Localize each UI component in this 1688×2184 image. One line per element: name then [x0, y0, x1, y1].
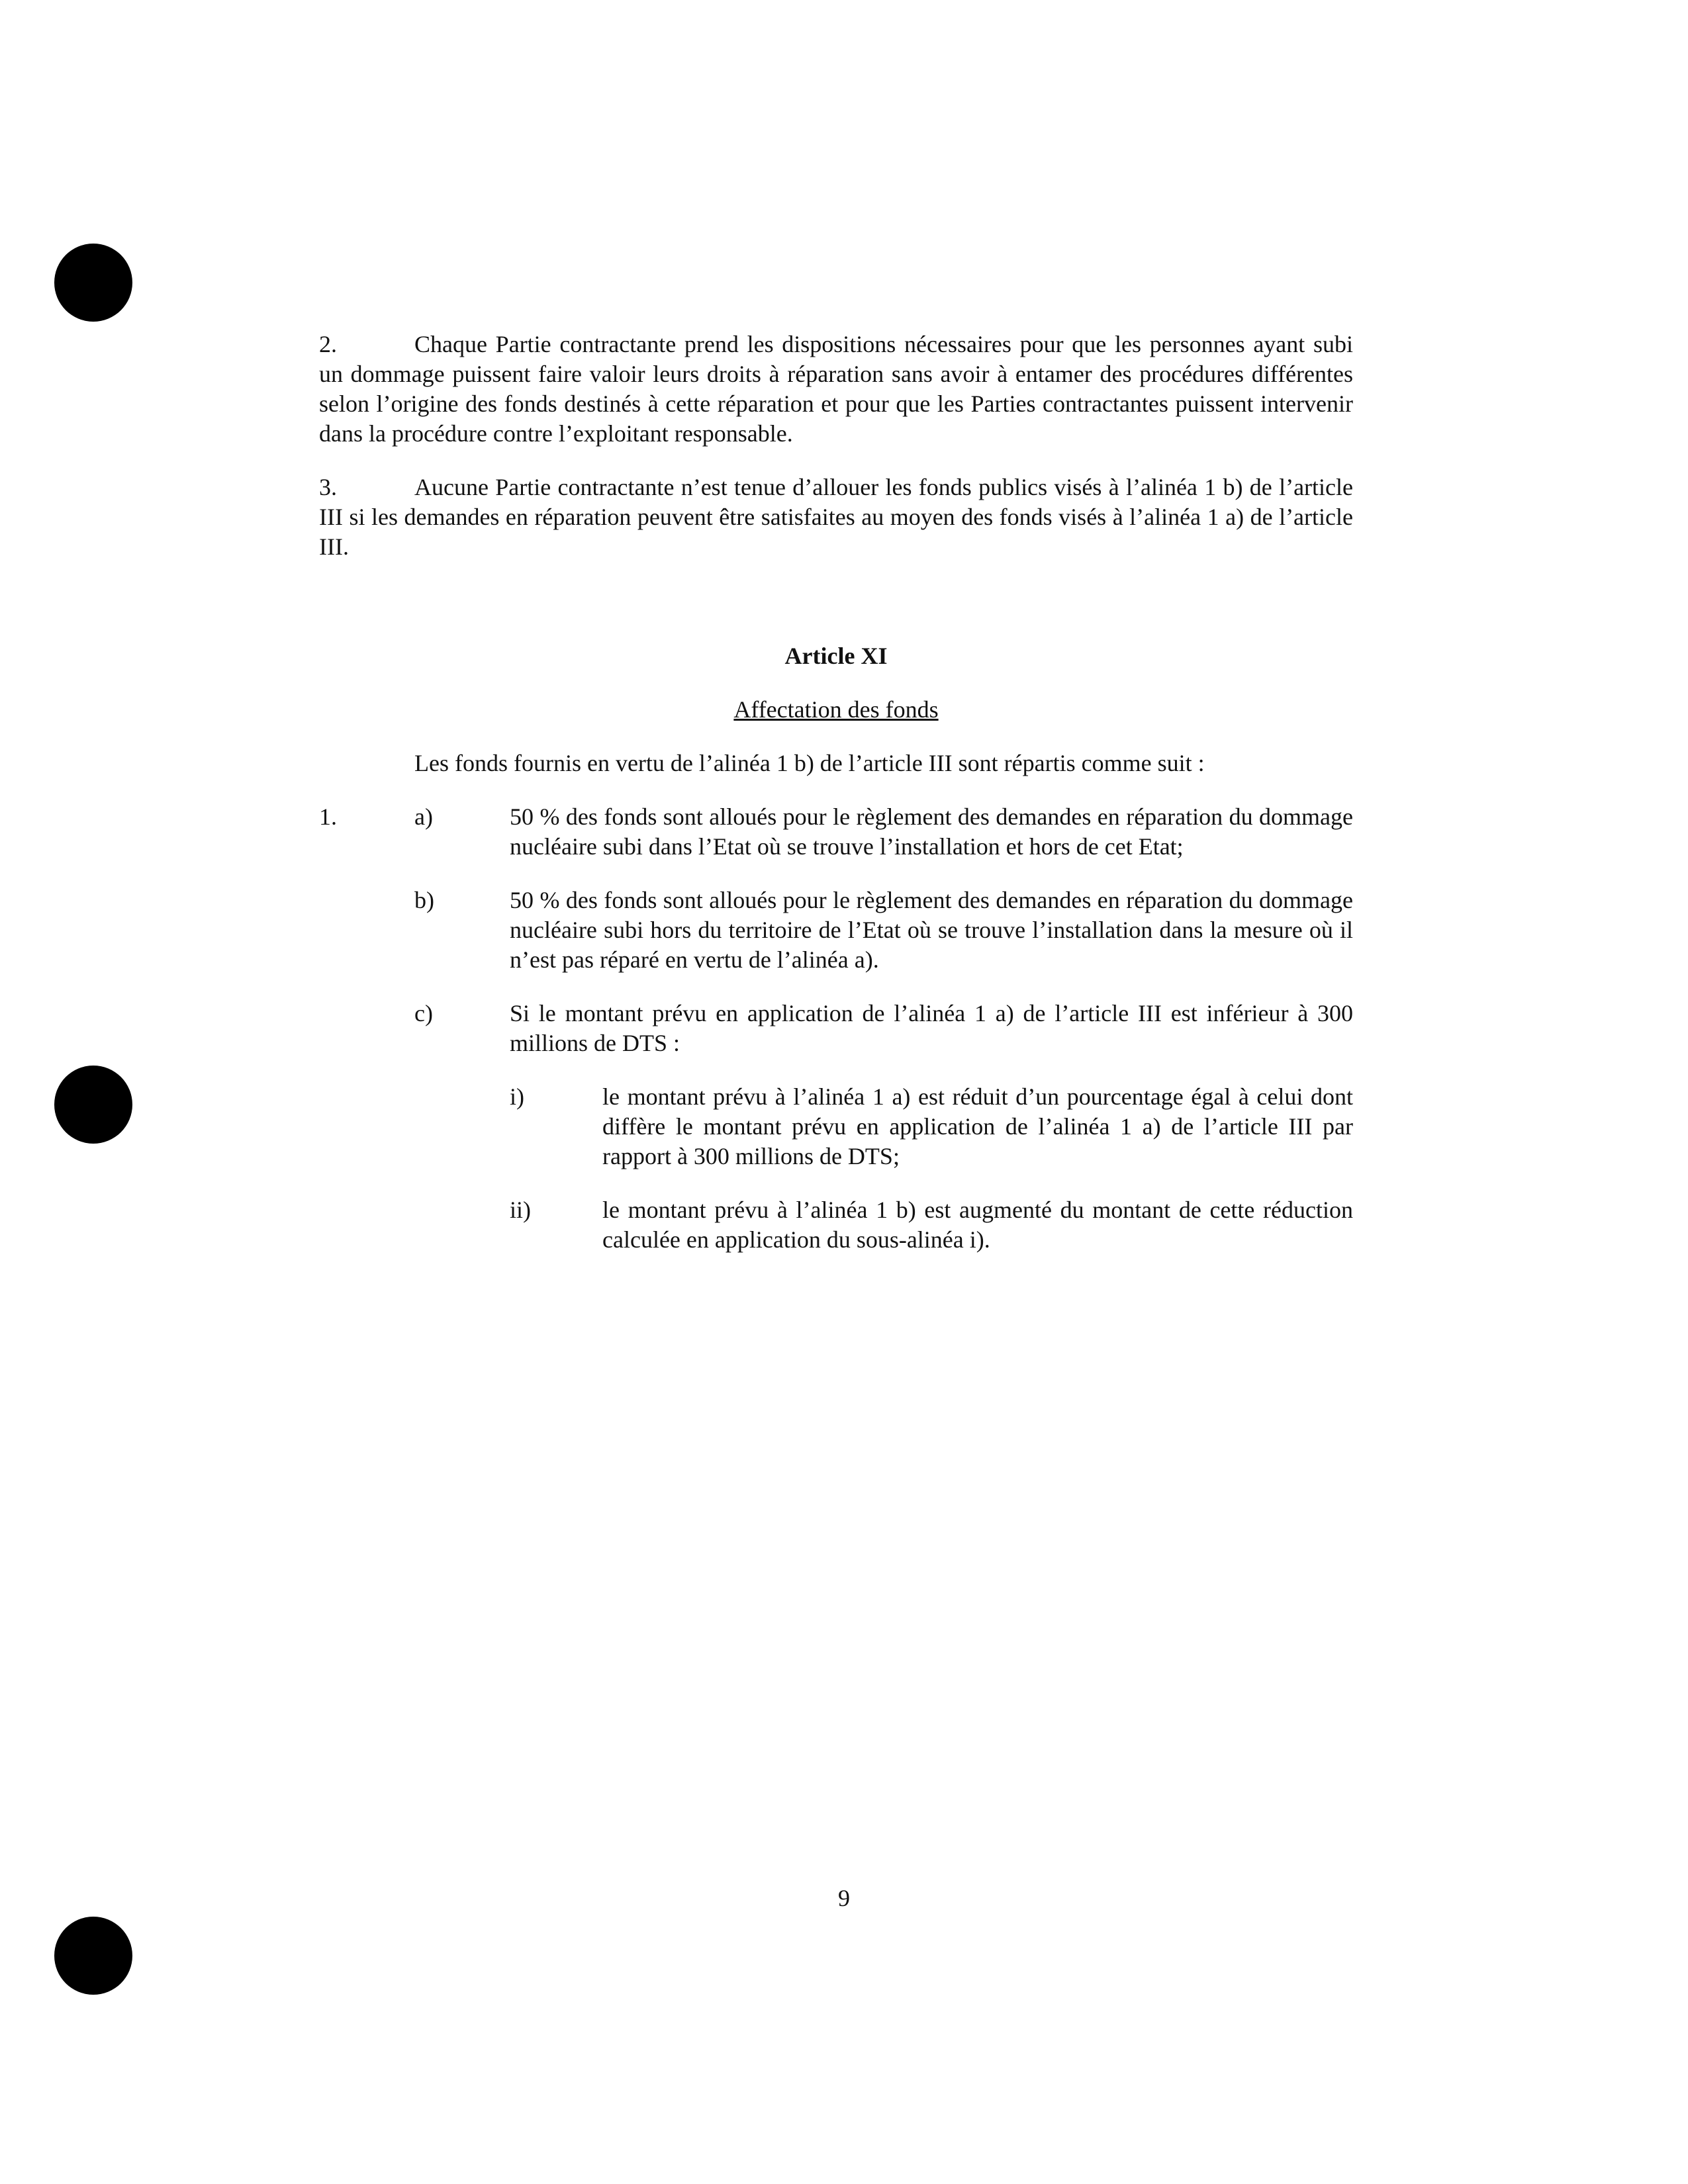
item-text: 50 % des fonds sont alloués pour le règlement des demandes en réparation du dommage nucléaire subi hors du territoire de l’Etat où se trouve l’installation dans la mesure où il n’est pas réparé en vertu de l’alinéa a). — [510, 887, 1353, 973]
sub-item-text: le montant prévu à l’alinéa 1 a) est réduit d’un pourcentage égal à celui dont diffère le montant prévu en application de l’alinéa 1 a) de l’article III par rapport à 300 millions de DTS; — [602, 1083, 1353, 1169]
paragraph-number: 2. — [319, 331, 337, 357]
paragraph-2 — [319, 330, 1353, 449]
list-item-b — [319, 886, 1353, 975]
punch-hole-middle — [54, 1066, 132, 1144]
paragraph-3 — [319, 473, 1353, 562]
item-text: Si le montant prévu en application de l’alinéa 1 a) de l’article III est inférieur à 300 millions de DTS : — [510, 1000, 1353, 1056]
article-intro: Les fonds fournis en vertu de l’alinéa 1 b) de l’article III sont répartis comme suit : — [414, 750, 1205, 776]
punch-hole-top — [54, 244, 132, 322]
item-text: 50 % des fonds sont alloués pour le règlement des demandes en réparation du dommage nucléaire subi dans l’Etat où se trouve l’installation et hors de cet Etat; — [510, 803, 1353, 860]
item-letter: b) — [414, 887, 434, 913]
item-letter: a) — [414, 803, 433, 830]
sub-item-ii — [510, 1195, 1353, 1255]
list-item-a — [319, 802, 1353, 862]
list-item-c — [319, 999, 1353, 1058]
article-heading: Article XI — [784, 643, 888, 669]
page-number: 9 — [838, 1885, 850, 1911]
article-title: Affectation des fonds — [733, 696, 939, 723]
item-number: 1. — [319, 803, 337, 830]
sub-item-text: le montant prévu à l’alinéa 1 b) est augmenté du montant de cette réduction calculée en application du sous-alinéa i). — [602, 1197, 1353, 1253]
item-letter: c) — [414, 1000, 433, 1026]
paragraph-number: 3. — [319, 474, 337, 500]
paragraph-text: Aucune Partie contractante n’est tenue d’allouer les fonds publics visés à l’alinéa 1 b) de l’article III si les demandes en réparation peuvent être satisfaites au moyen des fonds visés à l’alinéa 1 a) de l’article III. — [319, 474, 1353, 560]
paragraph-text: Chaque Partie contractante prend les dispositions nécessaires pour que les personnes ayant subi un dommage puissent faire valoir leurs droits à réparation sans avoir à entamer des procédures différentes selon l’origine des fonds destinés à cette réparation et pour que les Parties contractantes puissent intervenir dans la procédure contre l’exploitant responsable. — [319, 331, 1353, 447]
sub-item-number: i) — [510, 1083, 524, 1110]
sub-item-i — [510, 1082, 1353, 1171]
document-body — [319, 330, 1353, 1255]
punch-hole-bottom — [54, 1917, 132, 1995]
sub-item-number: ii) — [510, 1197, 531, 1223]
